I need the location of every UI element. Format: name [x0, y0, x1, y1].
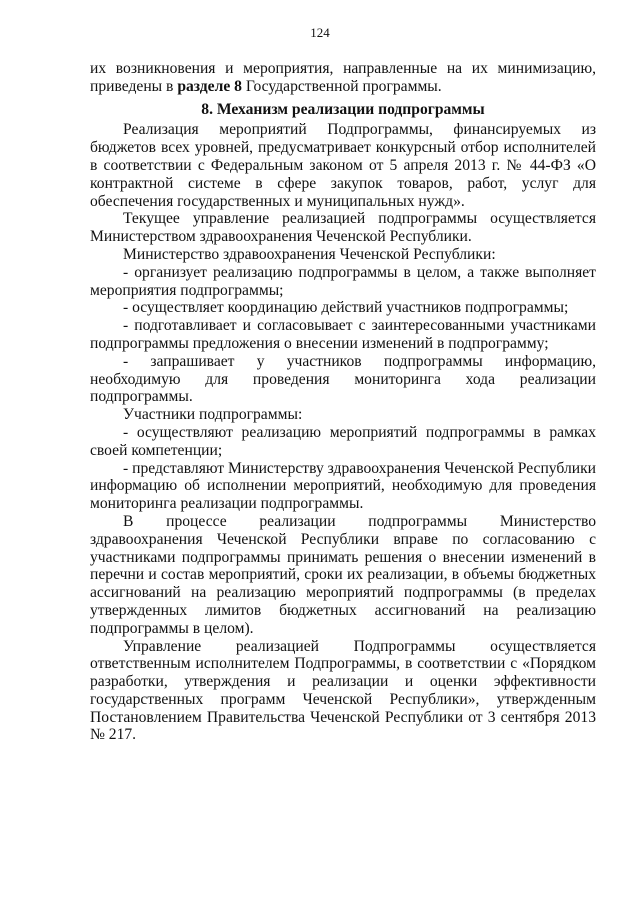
paragraph-ministry-intro: Министерство здравоохранения Чеченской Республики: — [123, 245, 496, 263]
paragraph-implementation: Реализация мероприятий Подпрограммы, финансируемых из бюджетов всех уровней, предусматривает конкурсный отбор исполнителей в соответствии с Федеральным законом от 5 апреля 2013 г. № 44-ФЗ «О контрактной системе в сфере закупок товаров, работ, услуг для обеспечения государственных и муниципальных нужд». — [90, 121, 596, 210]
intro-text-before: их возникновения и мероприятия, направленные на их минимизацию, приведены в — [90, 60, 596, 95]
list-item-participants-report: - представляют Министерству здравоохранения Чеченской Республики информацию об исполнении мероприятий, необходимую для проведения мониторинга реализации подпрограммы. — [90, 459, 596, 513]
page-number: 124 — [310, 25, 330, 40]
list-item-ministry-requests: - запрашивает у участников подпрограммы информацию, необходимую для проведения мониторинга хода реализации подпрограммы. — [90, 352, 596, 406]
paragraph-participants-intro: Участники подпрограммы: — [123, 406, 303, 424]
section-heading: 8. Механизм реализации подпрограммы — [201, 100, 485, 118]
list-item-participants-implement: - осуществляют реализацию мероприятий подпрограммы в рамках своей компетенции; — [90, 423, 596, 459]
list-item-ministry-coordinates: - осуществляет координацию действий участников подпрограммы; — [123, 299, 569, 317]
paragraph-responsible-executor: Управление реализацией Подпрограммы осуществляется ответственным исполнителем Подпрограммы, в соответствии с «Порядком разработки, утверждения и реализации и оценки эффективности государственных программ Чеченской Республики», утвержденным Постановлением Правительства Чеченской Республики от 3 сентября 2013 № 217. — [90, 637, 596, 744]
list-item-ministry-prepares: - подготавливает и согласовывает с заинтересованными участниками подпрограммы предложения о внесении изменений в подпрограмму; — [90, 317, 596, 352]
list-item-ministry-organizes: - организует реализацию подпрограммы в целом, а также выполняет мероприятия подпрограммы; — [90, 263, 596, 299]
intro-bold-reference: разделе 8 — [177, 77, 242, 95]
intro-text-after: Государственной программы. — [241, 77, 442, 95]
document-body — [90, 60, 596, 744]
intro-paragraph — [90, 60, 596, 96]
paragraph-ministry-rights: В процессе реализации подпрограммы Министерство здравоохранения Чеченской Республики вправе по согласованию с участниками подпрограммы принимать решения о внесении изменений в перечни и состав мероприятий, сроки их реализации, в объемы бюджетных ассигнований на реализацию мероприятий подпрограммы (в пределах утвержденных лимитов бюджетных ассигнований на реализацию подпрограммы в целом). — [90, 512, 596, 637]
paragraph-current-management: Текущее управление реализацией подпрограммы осуществляется Министерством здравоохранения Чеченской Республики. — [90, 210, 596, 246]
